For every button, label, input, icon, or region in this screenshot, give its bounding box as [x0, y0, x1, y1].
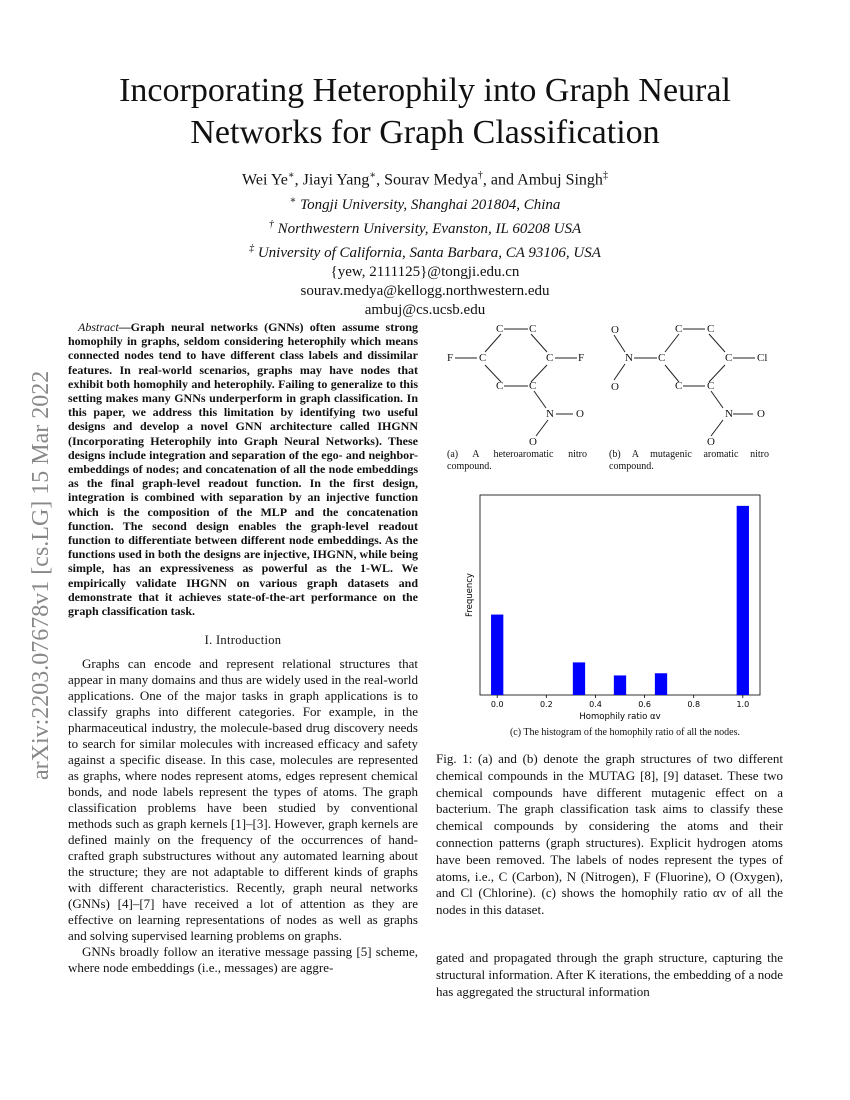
y-axis-label: Frequency	[465, 573, 475, 617]
atom: C	[529, 380, 537, 392]
title-line-2: Networks for Graph Classification	[190, 114, 660, 151]
molecule-a-bonds	[445, 320, 595, 468]
atom: C	[658, 352, 666, 364]
atom: C	[675, 323, 683, 335]
affiliation-text: University of California, Santa Barbara, CA 93106, USA	[257, 245, 601, 262]
x-tick-label: 1.0	[736, 700, 750, 709]
author-separator: , and	[482, 171, 518, 189]
affiliation-mark: ‡	[249, 243, 255, 255]
figure-caption: Fig. 1: (a) and (b) denote the graph structures of two different chemical compounds in the MUTAG [8], [9] dataset. These two chemical compounds have different mutagenic effect on a bacterium. The graph classification task aims to classify these chemical compounds by considering the atoms and their connection patterns (graph structures). Explicit hydrogen atoms have been removed. The labels of nodes represent the types of atoms, i.e., C (Carbon), N (Nitrogen), F (Fluorine), O (Oxygen), and Cl (Chlorine). (c) shows the homophily ratio αv of all the nodes in this dataset.	[436, 751, 783, 918]
histogram-svg	[455, 485, 775, 725]
intro-paragraph-1: Graphs can encode and represent relational structures that appear in many domains and thus are widely used in the real-world applications. One of the major tasks in graph applications is to classify graphs into different categories. For example, in the pharmaceutical industry, the molecule-based drug discovery needs to search for similar molecules with increased efficacy and safety against a specific disease. In this case, molecules are represented as graphs, where nodes represent atoms, edges represent chemical bonds, and node labels represent the types of atoms. The graph classification problems have been studied by conventional methods such as graph kernels [1]–[3]. However, graph kernels are defined mainly on the frequency of the occurrences of hand-crafted graph substructures without any automated learning about the structure; they are not adaptable to different kinds of graphs with different characteristics. Recently, graph neural networks (GNNs) [4]–[7] have received a lot of attention as they are effective on learning representations of nodes as well as graphs and solving supervised learning problems on graphs.	[68, 656, 418, 944]
atom: O	[529, 436, 537, 448]
intro-continuation: gated and propagated through the graph structure, capturing the structural information. After K iterations, the embedding of a node has aggregated the structural information	[436, 950, 783, 999]
histogram-bar	[737, 506, 749, 695]
affiliation-text: Northwestern University, Evanston, IL 60208 USA	[277, 221, 582, 238]
atom: O	[611, 324, 619, 336]
x-tick-label: 0.8	[687, 700, 701, 709]
atom: C	[675, 380, 683, 392]
molecule-b	[605, 320, 780, 468]
x-tick-label: 0.2	[539, 700, 553, 709]
histogram-bar	[655, 673, 667, 695]
author-mark: ∗	[369, 170, 377, 181]
abstract-label: Abstract	[78, 320, 119, 334]
atom: C	[496, 323, 504, 335]
atom: O	[611, 381, 619, 393]
atom: N	[546, 408, 554, 420]
affiliation-text: Tongji University, Shanghai 201804, China	[300, 197, 561, 214]
abstract-text: —Graph neural networks (GNNs) often assume strong homophily in graphs, seldom considering heterophily which means connected nodes tend to have different class labels and dissimilar features. In real-world scenarios, graphs may have nodes that exhibit both homophily and heterophily. Failing to generalize to this setting makes many GNNs underperform in graph classification. In this paper, we address this limitation by identifying two useful designs and develop a novel GNN architecture called IHGNN (Incorporating Heterophily into Graph Neural Networks). These designs include integration and separation of the ego- and neighbor-embeddings of nodes; and concatenation of all the node embeddings as the final graph-level readout function. In the first design, integration is combined with separation by an injective function which is the composition of the MLP and the concatenation function. The second design enables the graph-level readout function to differentiate between different node embeddings. As the functions used in both the designs are injective, IHGNN, while being simple, has an expressiveness as powerful as the 1-WL. We empirically validate IHGNN on various graph datasets and demonstrate that it achieves state-of-the-art performance on the graph classification task.	[68, 320, 418, 619]
x-tick-label: 0.0	[490, 700, 504, 709]
section-heading-introduction: I. Introduction	[204, 633, 282, 648]
author-block	[75, 166, 775, 320]
molecule-b-bonds	[605, 320, 780, 468]
author-names	[75, 166, 775, 189]
author-separator: ,	[376, 171, 385, 189]
email: ambuj@cs.ucsb.edu	[364, 302, 486, 319]
caption-c: (c) The histogram of the homophily ratio of all the nodes.	[509, 727, 741, 738]
atom: C	[707, 323, 715, 335]
author-mark: ‡	[602, 170, 608, 181]
atom: N	[625, 352, 633, 364]
abstract	[68, 320, 418, 618]
atom: F	[447, 352, 454, 364]
affiliation	[75, 239, 775, 263]
x-axis-label: Homophily ratio αv	[579, 712, 661, 722]
paper-title	[75, 70, 775, 154]
atom: C	[725, 352, 733, 364]
x-tick-label: 0.6	[638, 700, 651, 709]
atom: C	[529, 323, 537, 335]
title-line-1: Incorporating Heterophily into Graph Neural	[119, 72, 731, 109]
atom: N	[725, 408, 733, 420]
molecule-a	[445, 320, 595, 468]
author-name: Wei Ye	[242, 171, 288, 189]
atom: C	[546, 352, 554, 364]
histogram-bar	[573, 662, 585, 695]
atom: Cl	[757, 352, 768, 364]
affiliation-mark: ∗	[289, 195, 297, 207]
affiliation	[75, 215, 775, 239]
x-tick-label: 0.4	[589, 700, 602, 709]
atom: F	[578, 352, 585, 364]
email: sourav.medya@kellogg.northwestern.edu	[300, 283, 550, 300]
left-column	[68, 320, 418, 976]
intro-paragraph-2: GNNs broadly follow an iterative message passing [5] scheme, where node embeddings (i.e., messages) are aggre-	[68, 944, 418, 976]
atom: O	[707, 436, 715, 448]
affiliation-mark: †	[268, 219, 274, 231]
caption-b: (b) A mutagenic aromatic nitro compound.	[609, 449, 769, 472]
plot-frame	[480, 495, 760, 695]
histogram-bar	[491, 615, 503, 695]
author-name: Jiayi Yang	[302, 171, 370, 189]
histogram-bar	[614, 675, 626, 695]
caption-a: (a) A heteroaromatic nitro compound.	[447, 449, 587, 472]
atom: C	[496, 380, 504, 392]
arxiv-sidebar	[18, 290, 58, 790]
atom: C	[479, 352, 487, 364]
atom: O	[757, 408, 765, 420]
author-separator: ,	[294, 171, 303, 189]
homophily-histogram	[455, 485, 775, 725]
author-mark: ∗	[287, 170, 295, 181]
author-name: Sourav Medya	[384, 171, 478, 189]
email: {yew, 2111125}@tongji.edu.cn	[330, 264, 520, 281]
author-name: Ambuj Singh	[517, 171, 603, 189]
atom: C	[707, 380, 715, 392]
affiliation	[75, 191, 775, 215]
author-mark: †	[477, 170, 483, 181]
atom: O	[576, 408, 584, 420]
arxiv-identifier: arXiv:2203.07678v1 [cs.LG] 15 Mar 2022	[28, 370, 54, 780]
